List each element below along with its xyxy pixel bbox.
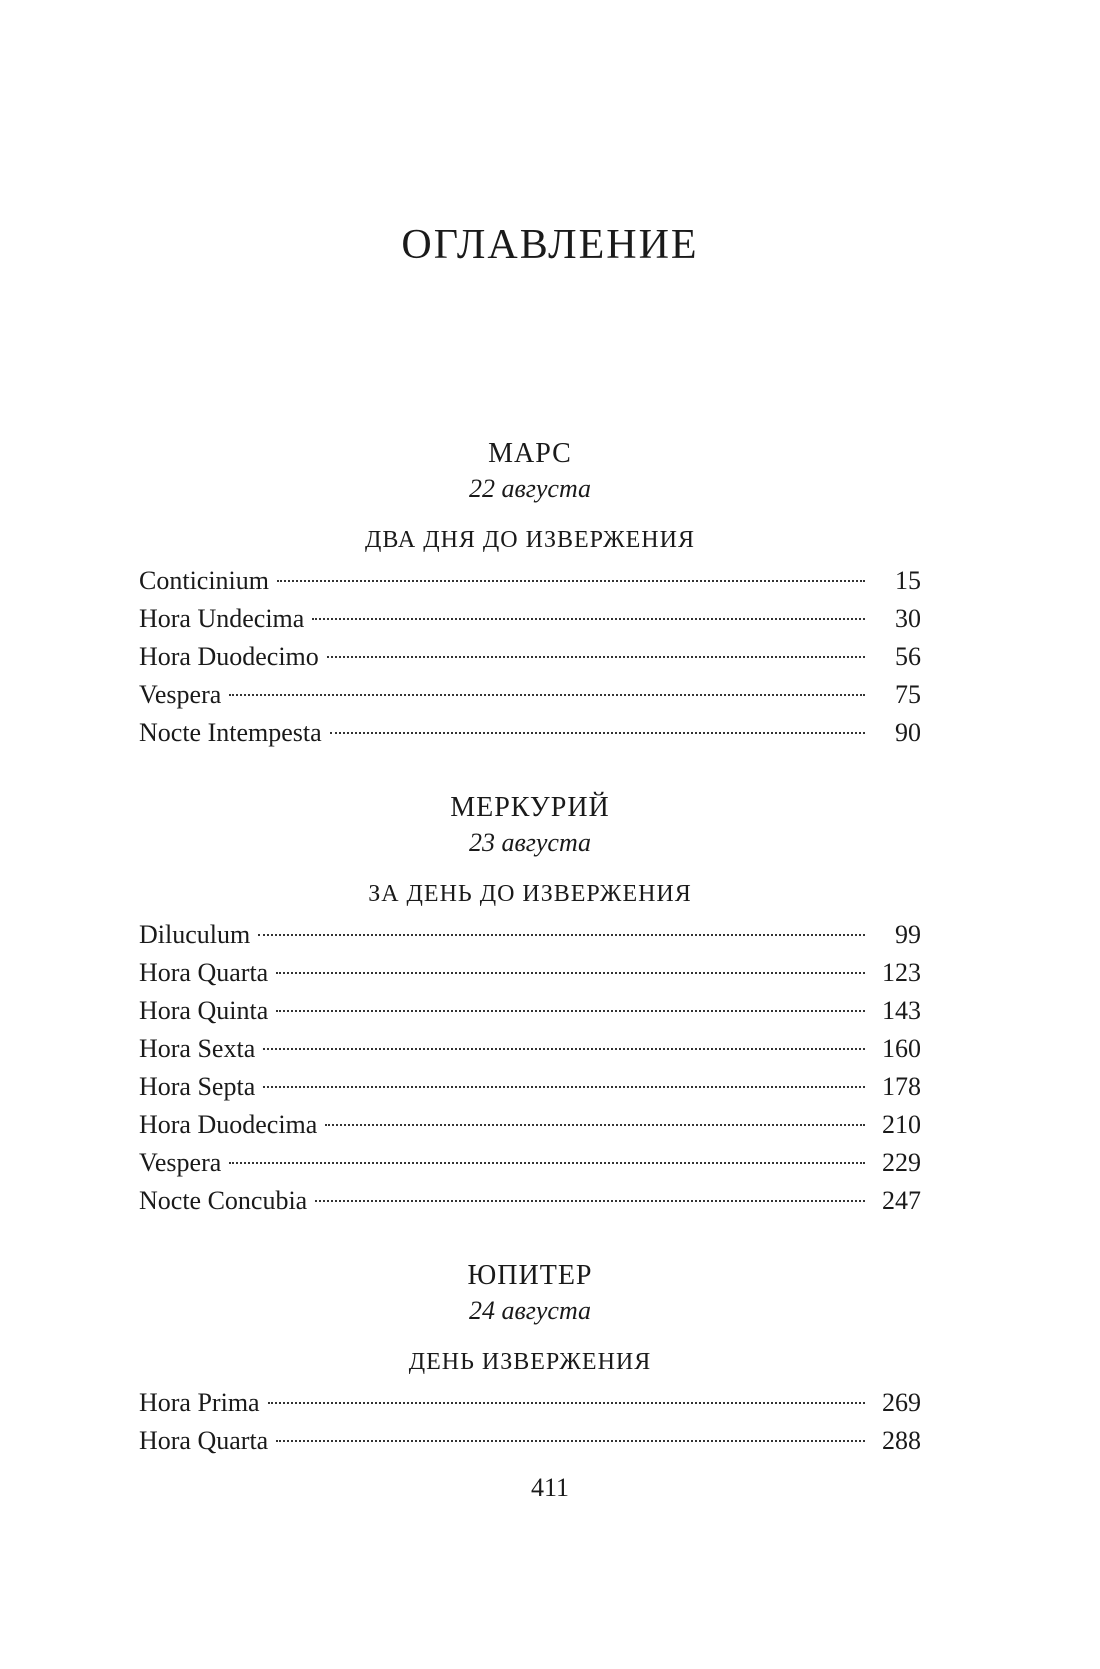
entry-page-number: 99	[895, 920, 921, 949]
part-name: МЕРКУРИЙ	[450, 792, 610, 823]
toc-entry	[139, 714, 921, 752]
toc-entry	[139, 638, 921, 676]
entry-page-number: 56	[895, 642, 921, 671]
dot-leader	[268, 1402, 865, 1404]
entry-title: Hora Quinta	[139, 996, 269, 1025]
part-mars	[139, 436, 921, 752]
entry-page-number: 288	[882, 1426, 921, 1455]
toc-entry	[139, 1030, 921, 1068]
dot-leader	[263, 1086, 865, 1088]
entry-list	[139, 1384, 921, 1460]
entry-page-number: 178	[882, 1072, 921, 1101]
toc-entry	[139, 1422, 921, 1460]
dot-leader	[276, 972, 865, 974]
entry-page-number: 210	[882, 1110, 921, 1139]
table-of-contents	[139, 436, 921, 1460]
dot-leader	[229, 694, 865, 696]
part-name: МАРС	[488, 438, 572, 469]
dot-leader	[277, 580, 865, 582]
entry-title: Conticinium	[139, 566, 269, 595]
entry-page-number: 75	[895, 680, 921, 709]
part-mercury	[139, 790, 921, 1220]
part-date: 23 августа	[468, 828, 592, 857]
entry-page-number: 247	[882, 1186, 921, 1215]
entry-page-number: 229	[882, 1148, 921, 1177]
dot-leader	[258, 934, 865, 936]
entry-page-number: 15	[895, 566, 921, 595]
entry-title: Nocte Intempesta	[139, 718, 322, 747]
entry-title: Diluculum	[139, 920, 251, 949]
toc-entry	[139, 1182, 921, 1220]
entry-title: Hora Prima	[139, 1388, 260, 1417]
entry-page-number: 90	[895, 718, 921, 747]
dot-leader	[330, 732, 865, 734]
entry-title: Hora Duodecima	[139, 1110, 318, 1139]
entry-page-number: 143	[882, 996, 921, 1025]
part-subtitle: ДЕНЬ ИЗВЕРЖЕНИЯ	[408, 1349, 652, 1375]
toc-entry	[139, 676, 921, 714]
part-date: 22 августа	[468, 474, 592, 503]
entry-page-number: 160	[882, 1034, 921, 1063]
dot-leader	[276, 1440, 865, 1442]
entry-page-number: 123	[882, 958, 921, 987]
entry-page-number: 269	[882, 1388, 921, 1417]
part-subtitle: ДВА ДНЯ ДО ИЗВЕРЖЕНИЯ	[365, 527, 695, 553]
dot-leader	[315, 1200, 865, 1202]
entry-title: Nocte Concubia	[139, 1186, 308, 1215]
page-title: ОГЛАВЛЕНИЕ	[401, 222, 699, 269]
part-date: 24 августа	[468, 1296, 592, 1325]
part-jupiter	[139, 1258, 921, 1460]
toc-entry	[139, 992, 921, 1030]
entry-title: Hora Sexta	[139, 1034, 256, 1063]
dot-leader	[276, 1010, 865, 1012]
entry-title: Vespera	[139, 680, 222, 709]
entry-title: Hora Quarta	[139, 958, 269, 987]
entry-list	[139, 562, 921, 752]
dot-leader	[263, 1048, 865, 1050]
dot-leader	[229, 1162, 865, 1164]
dot-leader	[325, 1124, 865, 1126]
toc-entry	[139, 1106, 921, 1144]
entry-title: Hora Duodecimo	[139, 642, 319, 671]
page-number: 411	[530, 1473, 570, 1502]
toc-entry	[139, 562, 921, 600]
entry-page-number: 30	[895, 604, 921, 633]
entry-title: Hora Quarta	[139, 1426, 269, 1455]
toc-entry	[139, 954, 921, 992]
part-subtitle: ЗА ДЕНЬ ДО ИЗВЕРЖЕНИЯ	[368, 881, 692, 907]
dot-leader	[327, 656, 865, 658]
entry-title: Vespera	[139, 1148, 222, 1177]
entry-title: Hora Undecima	[139, 604, 305, 633]
toc-entry	[139, 600, 921, 638]
entry-list	[139, 916, 921, 1220]
entry-title: Hora Septa	[139, 1072, 256, 1101]
toc-entry	[139, 1144, 921, 1182]
part-name: ЮПИТЕР	[467, 1260, 593, 1291]
dot-leader	[312, 618, 865, 620]
toc-entry	[139, 1384, 921, 1422]
toc-entry	[139, 916, 921, 954]
toc-entry	[139, 1068, 921, 1106]
